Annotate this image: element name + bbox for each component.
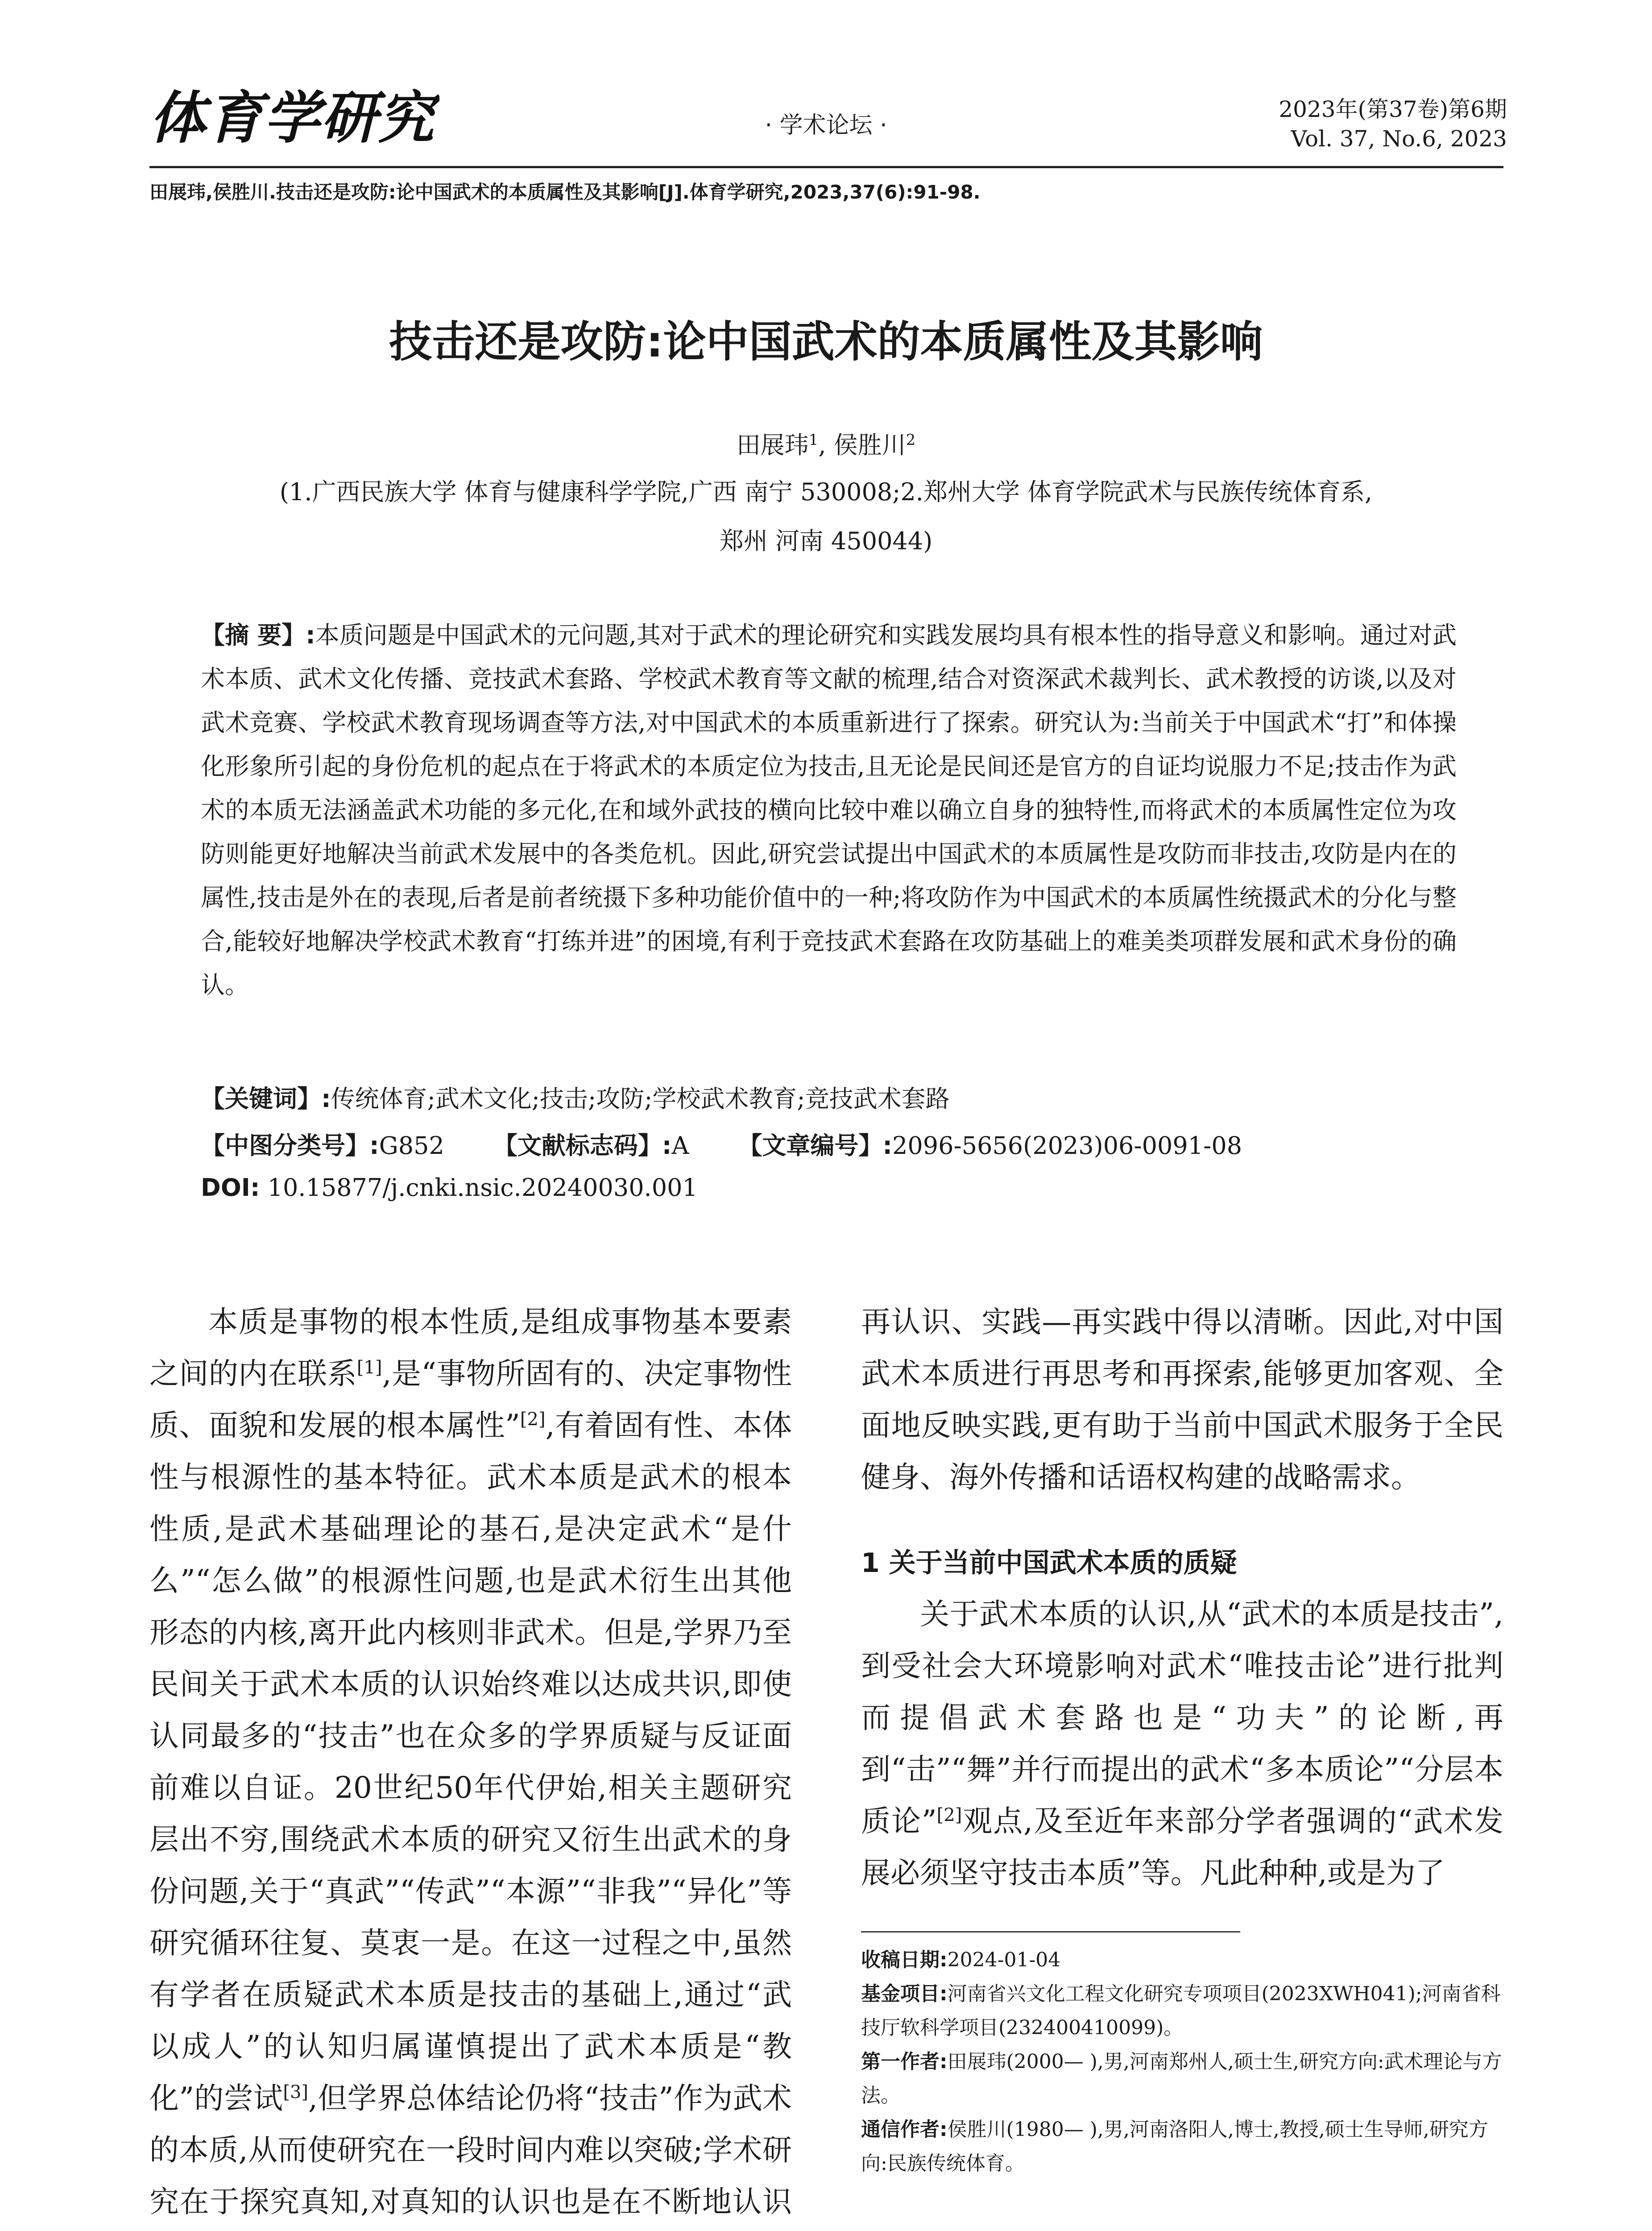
clc-label: 【中图分类号】: [201,1132,379,1160]
footnote-label: 基金项目: [861,1982,948,2005]
footnote-label: 通信作者: [861,2118,948,2141]
body-text: 本质是事物的根本性质,是组成事物基本要素之间的内在联系 [149,1305,792,1391]
body-paragraph: 再认识、实践—再实践中得以清晰。因此,对中国武术本质进行再思考和再探索,能够更加客观、全面地反映实践,更有助于当前中国武术服务于全民健身、海外传播和话语权构建的战略需求。 [861,1305,1503,1494]
clc-value: G852 [379,1132,444,1160]
footnote-text: 田展玮(2000— ),男,河南郑州人,硕士生,研究方向:武术理论与方法。 [861,2050,1502,2107]
abstract-label: 【摘 要】: [201,621,315,649]
reference-marker[interactable]: [2] [520,1409,546,1430]
author-affil-mark: 2 [906,431,916,449]
footnotes [861,1943,1503,2181]
footnote-fund [861,1977,1503,2045]
keywords-text: 传统体育;武术文化;技击;攻防;学校武术教育;竞技武术套路 [331,1085,950,1113]
body-right-column-section [861,1588,1503,1899]
author-name: 田展玮 [736,431,809,459]
footnote-first-author [861,2045,1503,2113]
abstract-text: 本质问题是中国武术的元问题,其对于武术的理论研究和实践发展均具有根本性的指导意义和影响。通过对武术本质、武术文化传播、竞技武术套路、学校武术教育等文献的梳理,结合对资深武术裁判长、武术教授的访谈,以及对武术竞赛、学校武术教育现场调查等方法,对中国武术的本质重新进行了探索。研究认为:当前关于中国武术“打”和体操化形象所引起的身份危机的起点在于将武术的本质定位为技击,且无论是民间还是官方的自证均说服力不足;技击作为武术的本质无法涵盖武术功能的多元化,在和域外武技的横向比较中难以确立自身的独特性,而将武术的本质属性定位为攻防则能更好地解决当前武术发展中的各类危机。因此,研究尝试提出中国武术的本质属性是攻防而非技击,攻防是内在的属性,技击是外在的表现,后者是前者统摄下多种功能价值中的一种;将攻防作为中国武术的本质属性统摄武术的分化与整合,能较好地解决学校武术教育“打练并进”的困境,有利于竞技武术套路在攻防基础上的难美类项群发展和武术身份的确认。 [201,621,1457,999]
issue-info-en: Vol. 37, No.6, 2023 [1291,126,1507,152]
body-paragraph [149,1296,792,2231]
classification-line [201,1127,1242,1161]
keywords-label: 【关键词】: [201,1085,331,1113]
doi-value[interactable]: 10.15877/j.cnki.nsic.20240030.001 [267,1174,698,1202]
section-label: · 学术论坛 · [765,112,887,139]
citation-line: 田展玮,侯胜川.技击还是攻防:论中国武术的本质属性及其影响[J].体育学研究,2023,37(6):91-98. [149,181,981,203]
body-right-column-continuation [861,1296,1503,1503]
header-divider [149,166,1503,168]
reference-marker[interactable]: [1] [356,1357,382,1378]
author-name: 侯胜川 [833,431,906,459]
footnote-text: 2024-01-04 [947,1949,1061,1971]
logo-text: 体育学研究 [149,85,435,151]
article-number-value: 2096-5656(2023)06-0091-08 [892,1132,1242,1160]
author-separator: , [818,431,826,459]
body-text: 观点,及至近年来部分学者强调的“武术发展必须坚守技击本质”等。凡此种种,或是为了 [861,1804,1503,1890]
affiliation-line: 郑州 河南 450044) [719,527,933,555]
reference-marker[interactable]: [2] [936,1805,962,1825]
footnote-text: 河南省兴文化工程文化研究专项项目(2023XWH041);河南省科技厅软科学项目(232400410099)。 [861,1982,1501,2039]
section-heading: 1 关于当前中国武术本质的质疑 [861,1547,1237,1579]
footnote-divider [861,1931,1240,1932]
body-text: ,是“事物所固有的、决定事物性质、面貌和发展的根本属性” [149,1356,792,1443]
issue-info-cn: 2023年(第37卷)第6期 [1279,96,1507,122]
body-paragraph [861,1588,1503,1899]
body-left-column [149,1296,792,2231]
body-text: ,有着固有性、本体性与根源性的基本特征。武术本质是武术的根本性质,是武术基础理论的基石,是决定武术“是什么”“怎么做”的根源性问题,也是武术衍生出其他形态的内核,离开此内核则非武术。但是,学界乃至民间关于武术本质的认识始终难以达成共识,即使认同最多的“技击”也在众多的学界质疑与反证面前难以自证。20世纪50年代伊始,相关主题研究层出不穷,围绕武术本质的研究又衍生出武术的身份问题,关于“真武”“传武”“本源”“非我”“异化”等研究循环往复、莫衷一是。在这一过程之中,虽然有学者在质疑武术本质是技击的基础上,通过“武以成人”的认知归属谨慎提出了武术本质是“教化”的尝试 [149,1408,792,2115]
footnote-text: 侯胜川(1980— ),男,河南洛阳人,博士,教授,硕士生导师,研究方向:民族传统体育。 [861,2118,1488,2175]
body-text: 关于武术本质的认识,从“武术的本质是技击”,到受社会大环境影响对武术“唯技击论”进行批判而提倡武术套路也是“功夫”的论断,再到“击”“舞”并行而提出的武术“多本质论”“分层本质论” [861,1597,1503,1838]
keywords [201,1080,950,1114]
author-line [0,426,1652,460]
doi-line [201,1174,698,1202]
footnote-label: 收稿日期: [861,1949,948,1971]
reference-marker[interactable]: [3] [283,2082,309,2102]
doi-label: DOI: [201,1174,260,1202]
affiliation-line: (1.广西民族大学 体育与健康科学学院,广西 南宁 530008;2.郑州大学 体育学院武术与民族传统体育系, [279,478,1373,506]
footnote-label: 第一作者: [861,2050,948,2073]
body-text: ,但学界总体结论仍将“技击”作为武术的本质,从而使研究在一段时间内难以突破;学术研究在于探究真知,对真知的认识也是在不断地认识 [149,2081,792,2219]
footnote-corresponding-author [861,2113,1503,2181]
abstract [201,614,1457,1007]
footnote-received [861,1943,1503,1977]
doc-code-label: 【文献标志码】: [493,1132,672,1160]
article-number-label: 【文章编号】: [738,1132,893,1160]
article-title: 技击还是攻防:论中国武术的本质属性及其影响 [389,317,1263,367]
author-affil-mark: 1 [808,431,819,449]
doc-code-value: A [671,1132,689,1160]
